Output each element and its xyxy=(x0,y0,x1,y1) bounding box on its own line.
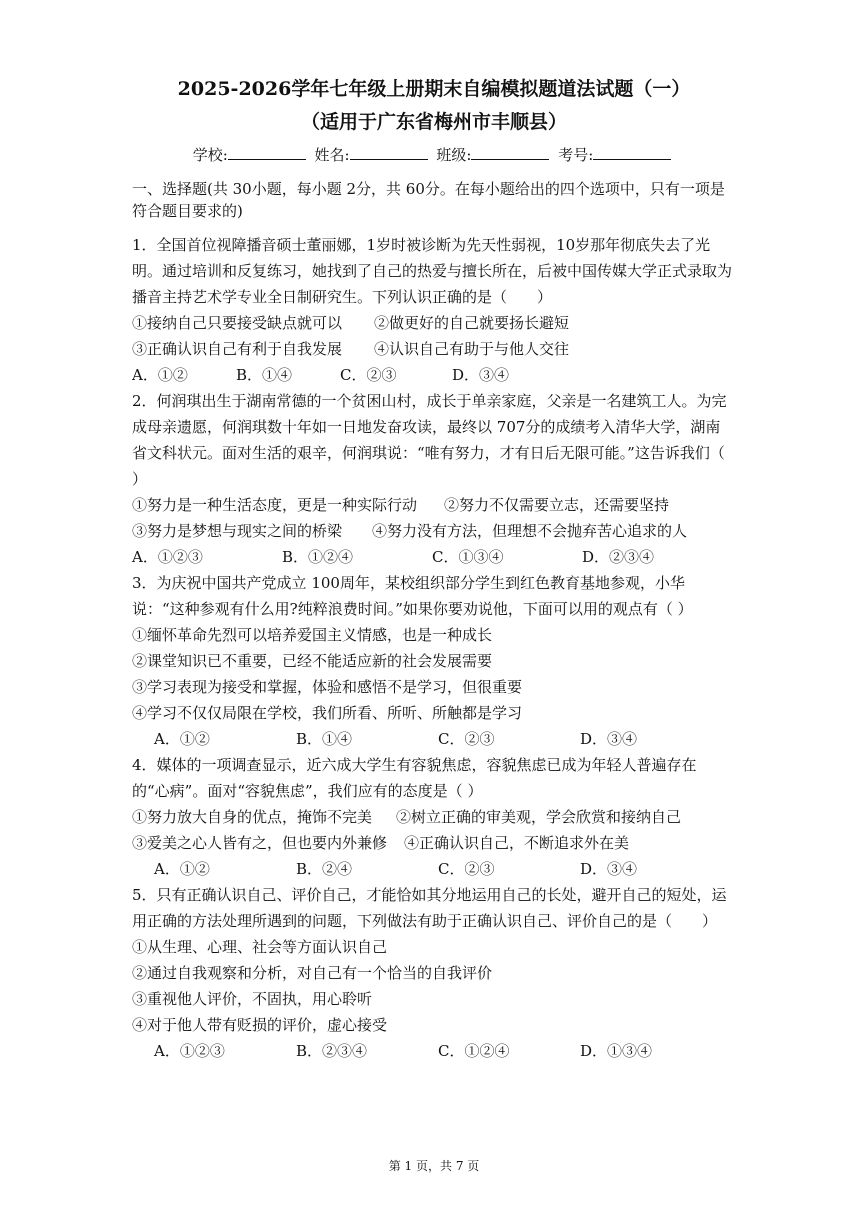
question-1-stem: 1．全国首位视障播音硕士董丽娜，1岁时被诊断为先天性弱视，10岁那年彻底失去了光明。通过培训和反复练习，她找到了自己的热爱与擅长所在，后被中国传媒大学正式录取为播音主持艺术学专业全日制研究生。下列认识正确的是（ ） xyxy=(132,236,733,306)
q4-statement-4: ④正确认识自己，不断追求外在美 xyxy=(404,834,630,852)
q5-statement-2: ②通过自我观察和分析，对自己有一个恰当的自我评价 xyxy=(132,964,493,982)
q3-statement-4: ④学习不仅仅局限在学校，我们所看、所听、所触都是学习 xyxy=(132,704,523,722)
q4-option-a[interactable]: A．①② xyxy=(154,860,210,878)
q5-option-c[interactable]: C．①②④ xyxy=(438,1042,510,1060)
q5-option-b[interactable]: B．②③④ xyxy=(296,1042,368,1060)
q1-statement-2: ②做更好的自己就要扬长避短 xyxy=(374,314,570,332)
q1-option-c[interactable]: C．②③ xyxy=(340,366,397,384)
q2-statement-2: ②努力不仅需要立志，还需要坚持 xyxy=(444,496,670,514)
q2-option-b[interactable]: B．①②④ xyxy=(282,548,354,566)
q3-statement-3: ③学习表现为接受和掌握，体验和感悟不是学习，但很重要 xyxy=(132,678,523,696)
class-blank[interactable] xyxy=(471,145,549,160)
question-1-options xyxy=(132,362,732,388)
q4-option-d[interactable]: D．③④ xyxy=(580,860,638,878)
q5-statement-3: ③重视他人评价，不固执，用心聆听 xyxy=(132,990,373,1008)
q4-option-b[interactable]: B．②④ xyxy=(296,860,353,878)
q1-statement-3: ③正确认识自己有利于自我发展 xyxy=(132,340,343,358)
q4-option-c[interactable]: C．②③ xyxy=(438,860,495,878)
question-2-statements-b xyxy=(132,518,732,544)
q1-statement-4: ④认识自己有助于与他人交往 xyxy=(374,340,570,358)
exam-subtitle: （适用于广东省梅州市丰顺县） xyxy=(300,111,567,133)
school-blank[interactable] xyxy=(228,145,306,160)
question-5-options xyxy=(132,1038,732,1064)
q3-statement-1: ①缅怀革命先烈可以培养爱国主义情感，也是一种成长 xyxy=(132,626,493,644)
q3-option-c[interactable]: C．②③ xyxy=(438,730,495,748)
q2-statement-3: ③努力是梦想与现实之间的桥梁 xyxy=(132,522,343,540)
q2-statement-4: ④努力没有方法，但理想不会抛弃苦心追求的人 xyxy=(372,522,688,540)
question-4-statements-a xyxy=(132,804,732,830)
q4-statement-1: ①努力放大自身的优点，掩饰不完美 xyxy=(132,808,373,826)
student-info-line xyxy=(0,144,868,165)
number-label: 考号: xyxy=(558,146,594,164)
question-2-statements-a xyxy=(132,492,732,518)
section-heading: 一、选择题(共 30小题，每小题 2分，共 60分。在每小题给出的四个选项中，只有一项是符合题目要求的) xyxy=(132,180,725,220)
question-2-options xyxy=(132,544,732,570)
page-footer: 第 1 页，共 7 页 xyxy=(388,1159,480,1173)
question-1-statements-a xyxy=(132,310,732,336)
q1-statement-1: ①接纳自己只要接受缺点就可以 xyxy=(132,314,343,332)
question-4-statements-b xyxy=(132,830,732,856)
exam-title: 2025-2026学年七年级上册期末自编模拟题道法试题（一） xyxy=(177,78,691,100)
q1-option-a[interactable]: A．①② xyxy=(132,366,188,384)
question-2-stem: 2．何润琪出生于湖南常德的一个贫困山村，成长于单亲家庭，父亲是一名建筑工人。为完成母亲遗愿，何润琪数十年如一日地发奋攻读，最终以 707分的成绩考入清华大学，湖南省文科状元。面对生活的艰辛，何润琪说：“唯有努力，才有日后无限可能。”这告诉我们（ ） xyxy=(132,392,727,488)
q2-option-c[interactable]: C．①③④ xyxy=(432,548,504,566)
q3-statement-2: ②课堂知识已不重要，已经不能适应新的社会发展需要 xyxy=(132,652,493,670)
q5-option-d[interactable]: D．①③④ xyxy=(580,1042,653,1060)
name-label: 姓名: xyxy=(314,146,350,164)
q4-statement-2: ②树立正确的审美观，学会欣赏和接纳自己 xyxy=(396,808,682,826)
q1-option-b[interactable]: B．①④ xyxy=(236,366,293,384)
q2-statement-1: ①努力是一种生活态度，更是一种实际行动 xyxy=(132,496,418,514)
q3-option-d[interactable]: D．③④ xyxy=(580,730,638,748)
question-4-stem: 4．媒体的一项调查显示，近六成大学生有容貌焦虑，容貌焦虑已成为年轻人普遍存在的“心病”。面对“容貌焦虑”，我们应有的态度是（ ） xyxy=(132,756,697,800)
q3-option-a[interactable]: A．①② xyxy=(154,730,210,748)
question-3-options xyxy=(132,726,732,752)
question-1-statements-b xyxy=(132,336,732,362)
question-5-stem: 5．只有正确认识自己、评价自己，才能恰如其分地运用自己的长处，避开自己的短处，运用正确的方法处理所遇到的问题，下列做法有助于正确认识自己、评价自己的是（ ） xyxy=(132,886,727,930)
school-label: 学校: xyxy=(192,146,228,164)
question-content xyxy=(132,178,732,1064)
q3-option-b[interactable]: B．①④ xyxy=(296,730,353,748)
name-blank[interactable] xyxy=(350,145,428,160)
q2-option-d[interactable]: D．②③④ xyxy=(582,548,655,566)
q4-statement-3: ③爱美之心人皆有之，但也要内外兼修 xyxy=(132,834,388,852)
q5-statement-4: ④对于他人带有贬损的评价，虚心接受 xyxy=(132,1016,388,1034)
q5-option-a[interactable]: A．①②③ xyxy=(154,1042,225,1060)
class-label: 班级: xyxy=(436,146,472,164)
number-blank[interactable] xyxy=(593,145,671,160)
q5-statement-1: ①从生理、心理、社会等方面认识自己 xyxy=(132,938,388,956)
question-4-options xyxy=(132,856,732,882)
q1-option-d[interactable]: D．③④ xyxy=(452,366,510,384)
q2-option-a[interactable]: A．①②③ xyxy=(132,548,203,566)
question-3-stem: 3．为庆祝中国共产党成立 100周年，某校组织部分学生到红色教育基地参观，小华说：“这种参观有什么用?纯粹浪费时间。”如果你要劝说他，下面可以用的观点有（ ） xyxy=(132,574,693,618)
